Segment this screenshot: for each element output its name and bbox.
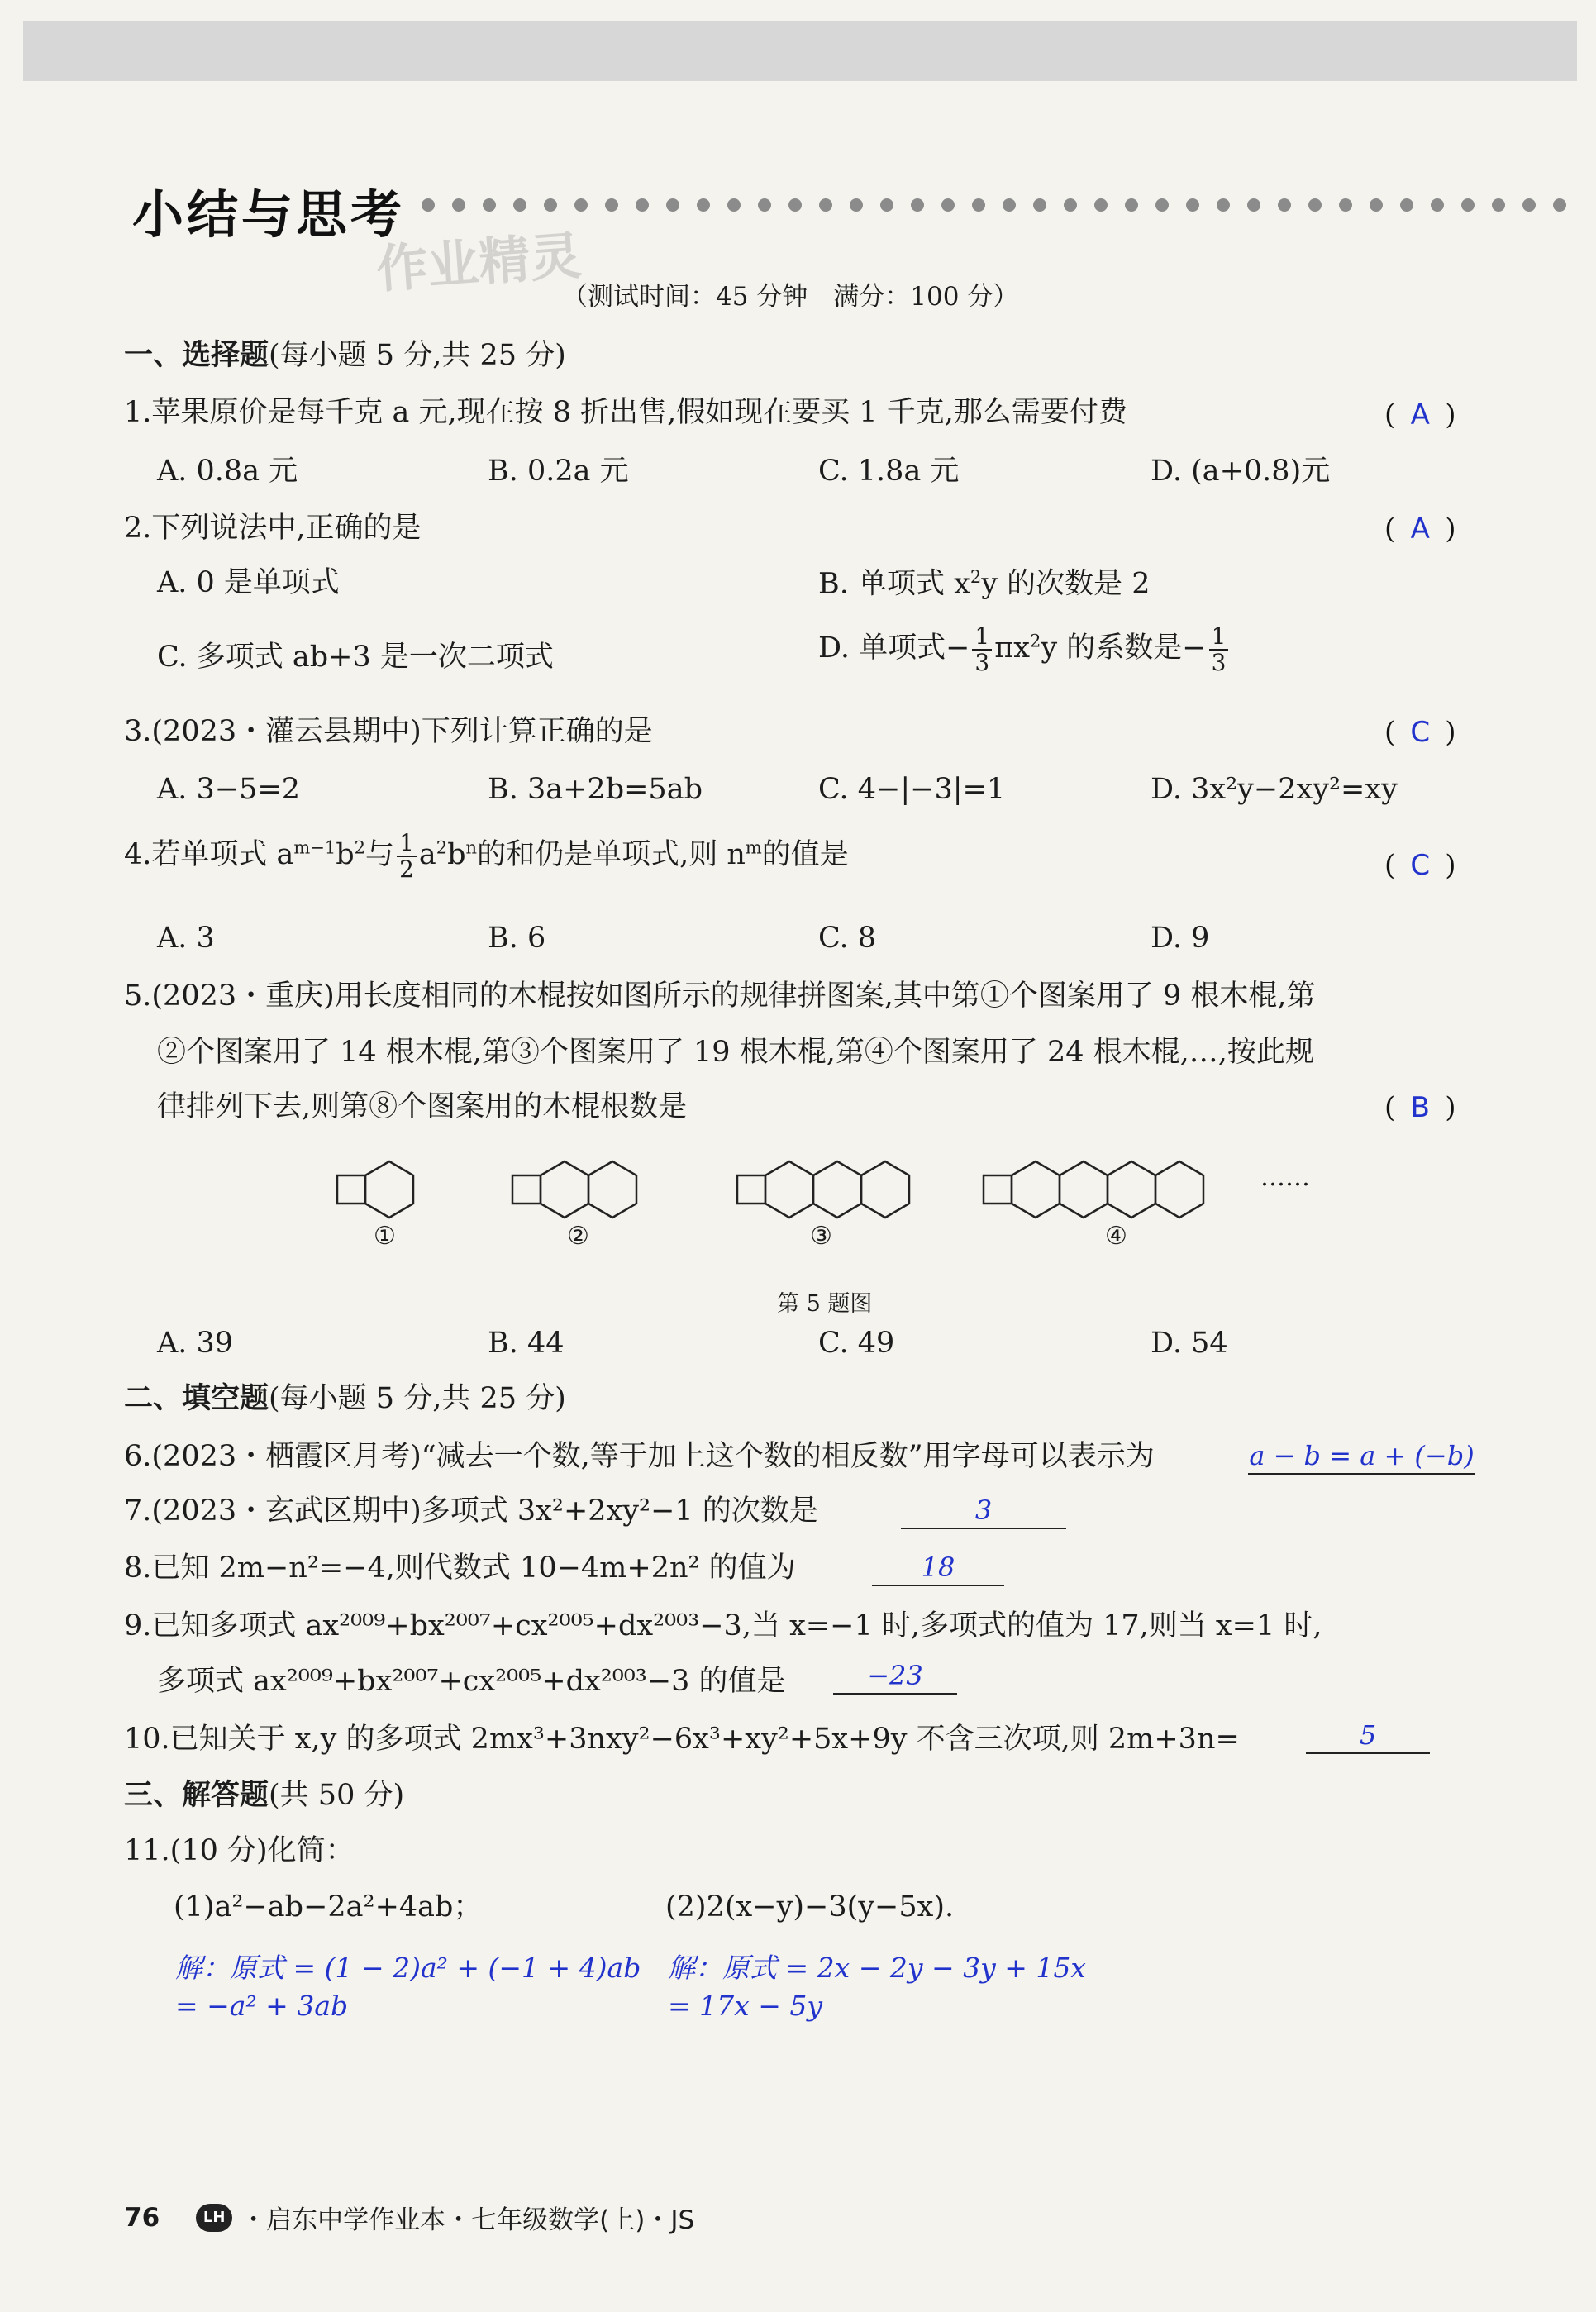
question-11-part2: (2)2(x−y)−3(y−5x). <box>665 1890 955 1923</box>
q2-option-c: C. 多项式 ab+3 是一次二项式 <box>157 641 554 674</box>
question-2: 2.下列说法中,正确的是 <box>124 512 422 545</box>
question-9-line1: 9.已知多项式 ax²⁰⁰⁹+bx²⁰⁰⁷+cx²⁰⁰⁵+dx²⁰⁰³−3,当 x=−1 时,多项式的值为 17,则当 x=1 时, <box>124 1609 1322 1642</box>
answer-10-blank: 5 <box>1306 1719 1430 1754</box>
question-4: 4.若单项式 $a^{m-1}b^2$与 $\frac{1}{2}$ $a^2b^n$的和仍是单项式,则 $n^m$的值是 <box>124 829 849 883</box>
question-9-line2: 多项式 ax²⁰⁰⁹+bx²⁰⁰⁷+cx²⁰⁰⁵+dx²⁰⁰³−3 的值是 <box>157 1665 786 1698</box>
section-heading-fill: 二、填空题(每小题 5 分,共 25 分) <box>124 1382 566 1415</box>
question-3: 3.(2023・灌云县期中)下列计算正确的是 <box>124 715 653 748</box>
answer-2: ( A ) <box>1384 512 1456 546</box>
q5-option-d: D. 54 <box>1151 1327 1228 1360</box>
q3-option-a: A. 3−5=2 <box>157 773 300 806</box>
q4-option-d: D. 9 <box>1151 922 1210 955</box>
q3-option-b: B. 3a+2b=5ab <box>488 773 703 806</box>
test-info: （测试时间：45 分钟 满分：100 分） <box>562 282 1019 312</box>
figure-caption: 第 5 题图 <box>777 1291 873 1317</box>
q3-option-c: C. 4−|−3|=1 <box>818 773 1006 806</box>
q5-option-a: A. 39 <box>157 1327 234 1360</box>
answer-5: ( B ) <box>1384 1091 1456 1124</box>
question-11: 11.(10 分)化简： <box>124 1834 355 1867</box>
q2-option-a: A. 0 是单项式 <box>157 566 340 599</box>
fig-label-1: ① <box>374 1222 396 1251</box>
q1-option-a: A. 0.8a 元 <box>157 455 298 488</box>
fig1-square <box>337 1175 365 1204</box>
fig-label-3: ③ <box>810 1222 832 1251</box>
watermark: 作业精灵 <box>374 225 584 300</box>
q2-option-b: B. 单项式 $x^2y$ 的次数是 2 <box>818 567 1151 601</box>
q2-option-d: D. 单项式− $\frac{1}{3}$ $\pi x^2y$ 的系数是− $\frac{1}{3}$ <box>818 624 1231 675</box>
answer-4: ( C ) <box>1384 849 1456 882</box>
question-5-line2: ②个图案用了 14 根木棍,第③个图案用了 19 根木棍,第④个图案用了 24 根木棍,…,按此规 <box>157 1036 1314 1069</box>
fig-label-2: ② <box>567 1222 589 1251</box>
section-heading-choice: 一、选择题(每小题 5 分,共 25 分) <box>124 339 566 372</box>
answer-11-1-line2: = −a² + 3ab <box>175 1990 349 2022</box>
book-title: ・启东中学作业本・七年级数学(上)・JS <box>241 2205 695 2235</box>
q5-option-c: C. 49 <box>818 1327 895 1360</box>
q4-option-b: B. 6 <box>488 922 546 955</box>
section-heading-solve: 三、解答题(共 50 分) <box>124 1779 405 1812</box>
answer-6-blank: a − b = a + (−b) <box>1248 1440 1475 1475</box>
answer-11-2-line2: = 17x − 5y <box>668 1990 823 2022</box>
question-10: 10.已知关于 x,y 的多项式 2mx³+3nxy²−6x³+xy²+5x+9y 不含三次项,则 2m+3n= <box>124 1723 1240 1756</box>
fig3-square <box>737 1175 765 1204</box>
question-7: 7.(2023・玄武区期中)多项式 3x²+2xy²−1 的次数是 <box>124 1494 818 1528</box>
fig2-square <box>512 1175 541 1204</box>
fig-label-4: ④ <box>1105 1222 1127 1251</box>
question-5-line3: 律排列下去,则第⑧个图案用的木棍根数是 <box>157 1090 688 1123</box>
answer-7-blank: 3 <box>901 1494 1066 1529</box>
question-11-part1: (1)a²−ab−2a²+4ab； <box>174 1890 483 1923</box>
question-8: 8.已知 2m−n²=−4,则代数式 10−4m+2n² 的值为 <box>124 1552 796 1585</box>
q1-option-b: B. 0.2a 元 <box>488 455 629 488</box>
answer-9-blank: −23 <box>833 1660 957 1695</box>
page-footer <box>124 2199 694 2236</box>
title-dots <box>422 198 1566 212</box>
page-title: 小结与思考 <box>132 184 406 245</box>
q4-option-c: C. 8 <box>818 922 877 955</box>
answer-11-2-line1: 解：原式 = 2x − 2y − 3y + 15x <box>668 1952 1087 1984</box>
answer-11-1-line1: 解：原式 = (1 − 2)a² + (−1 + 4)ab <box>175 1952 641 1984</box>
fig1-hexagon <box>365 1161 413 1218</box>
question-5-line1: 5.(2023・重庆)用长度相同的木棍按如图所示的规律拼图案,其中第①个图案用了 9 根木棍,第 <box>124 980 1316 1013</box>
page-number: 76 <box>124 2202 160 2233</box>
q4-option-a: A. 3 <box>157 922 215 955</box>
q5-ellipsis: …… <box>1260 1163 1310 1192</box>
question-6: 6.(2023・栖霞区月考)“减去一个数,等于加上这个数的相反数”用字母可以表示为 <box>124 1440 1155 1473</box>
answer-1: ( A ) <box>1384 398 1456 431</box>
answer-8-blank: 18 <box>872 1552 1004 1586</box>
q1-option-c: C. 1.8a 元 <box>818 455 960 488</box>
q1-option-d: D. (a+0.8)元 <box>1151 455 1331 488</box>
answer-3: ( C ) <box>1384 716 1456 749</box>
q5-option-b: B. 44 <box>488 1327 565 1360</box>
q3-option-d: D. 3x²y−2xy²=xy <box>1151 773 1398 806</box>
fig4-square <box>984 1175 1012 1204</box>
question-1: 1.苹果原价是每千克 a 元,现在按 8 折出售,假如现在要买 1 千克,那么需要付费 <box>124 396 1127 429</box>
q5-figure <box>0 1141 1596 1232</box>
publisher-logo: LH <box>196 2204 232 2232</box>
top-band <box>23 21 1577 81</box>
